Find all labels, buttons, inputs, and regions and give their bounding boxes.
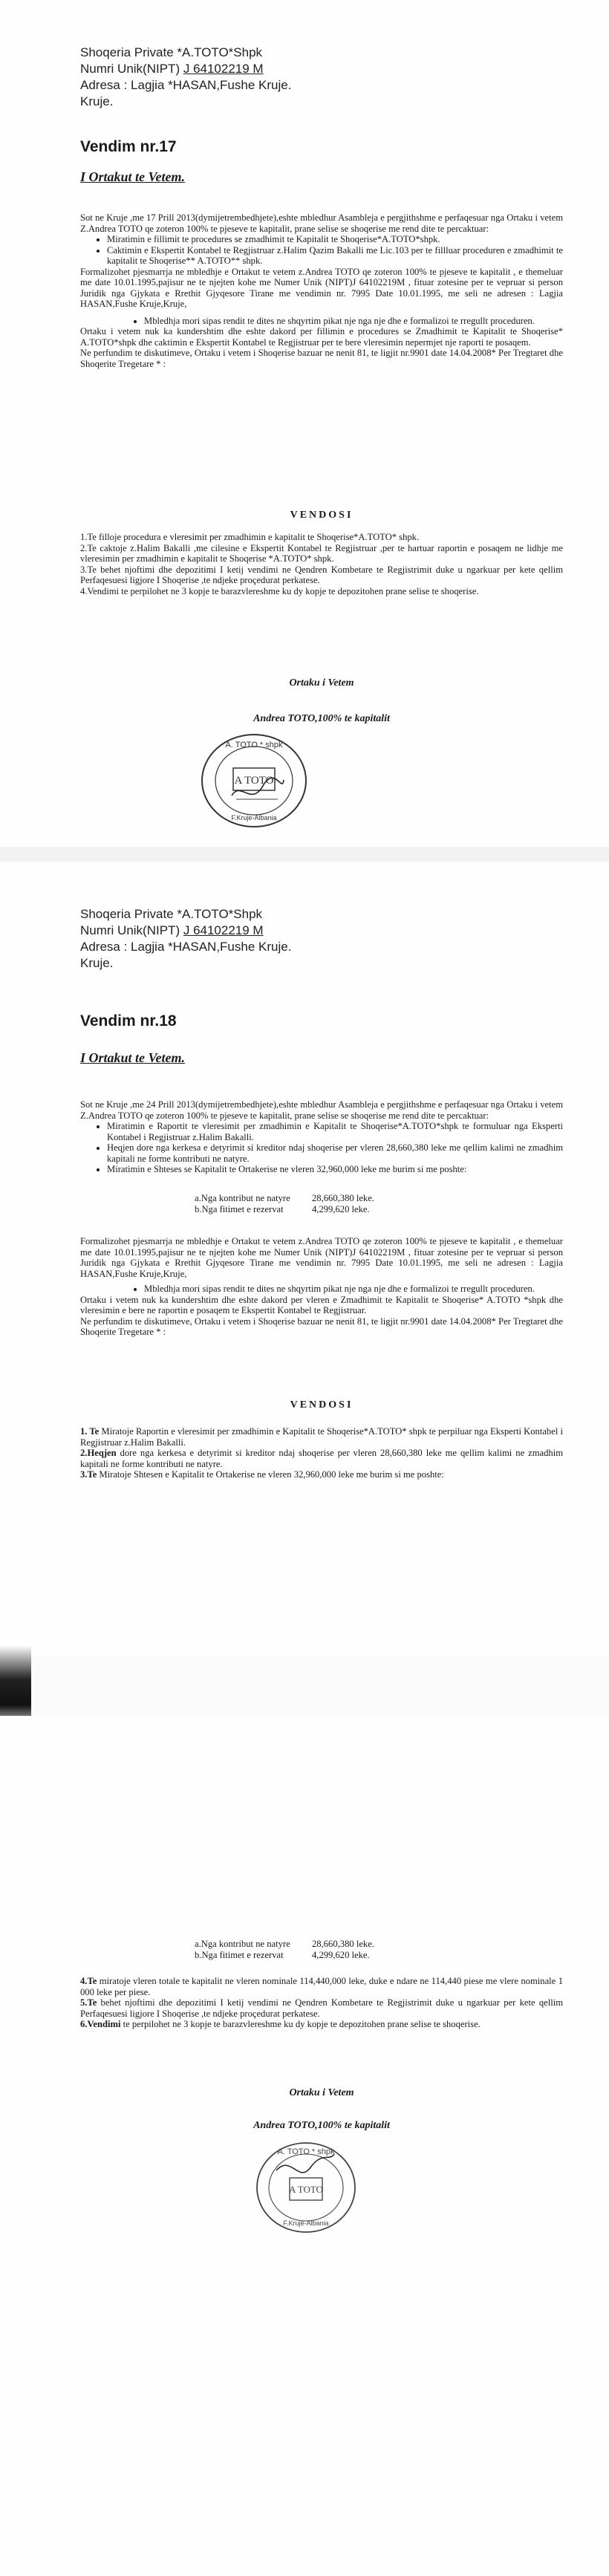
procedure-list bbox=[80, 1284, 563, 1295]
nipt-value: J 64102219 M bbox=[183, 923, 264, 937]
company-stamp bbox=[247, 2132, 365, 2243]
vendosi-heading: VENDOSI bbox=[290, 1399, 354, 1411]
page-gap bbox=[0, 847, 609, 862]
page-vendim-18-continued bbox=[0, 1716, 609, 2576]
signature-title: Ortaku i Vetem bbox=[289, 677, 354, 689]
company-city: Kruje. bbox=[80, 94, 114, 108]
agenda-list bbox=[80, 234, 563, 267]
company-address: Adresa : Lagjia *HASAN,Fushe Kruje. bbox=[80, 78, 292, 92]
company-name: Shoqeria Private *A.TOTO*Shpk bbox=[80, 907, 263, 921]
decision-item: 1.Te filloje procedura e vleresimit per zmadhimin e kapitalit te Shoqerise*A.TOTO* shpk. bbox=[80, 532, 420, 542]
signature-title: Ortaku i Vetem bbox=[289, 2087, 354, 2098]
company-city: Kruje. bbox=[80, 956, 114, 970]
decision-item: 4.Te miratoje vleren totale te kapitalit ne vleren nominale 114,440,000 leke, duke e ndare ne 114,440 piese me vlere nominale 1 000 leke per piese. bbox=[80, 1976, 563, 1997]
conclusion-paragraph: Ne perfundim te diskutimeve, Ortaku i vetem i Shoqerise bazuar ne nenit 81, te ligjit nr.9901 date 14.04.2008* Per Tregtaret dhe Shoqerite Tregetare * : bbox=[80, 348, 563, 369]
decisions-list-continued bbox=[80, 1976, 563, 2030]
company-nipt: Numri Unik(NIPT) J 64102219 M bbox=[80, 62, 264, 76]
conclusion-paragraph: Ne perfundim te diskutimeve, Ortaku i vetem i Shoqerise bazuar ne nenit 81, te ligjit nr.9901 date 14.04.2008* Per Tregtaret dhe Shoqerite Tregetare * : bbox=[80, 1315, 563, 1337]
capital-sources bbox=[195, 1939, 374, 1961]
signature-scribble bbox=[276, 2154, 334, 2173]
stamp-ring-text: A. TOTO * shpk bbox=[277, 2147, 335, 2156]
company-name: Shoqeria Private *A.TOTO*Shpk bbox=[80, 45, 263, 59]
formalization-paragraph: Formalizohet pjesmarrja ne mbledhje e Ortakut te vetem z.Andrea TOTO qe zoteron 100% te pjeseve te kapitalit , e themeluar me date 10.01.1995,pajisur ne te njejten kohe me Numer Unik (NIPT)J 64102219M , fituar zotesine per te vepruar si person Juridik nga Gjykata e Rrethit Gjyqesore Tirane me vendimin nr. 7995 Date 10.01.1995, me seli ne adresen : Lagjia HASAN,Fushe Kruje,Kruje, bbox=[80, 1236, 563, 1279]
decision-item: 3.Te behet njoftimi dhe depozitimi I ketij vendimi ne Qendren Kombetare te Regjistrimit duke u ngarkuar per kete qellim Perfaqesuesi ligjore I Shoqerise ,te ndjeke proçedurat perkatese. bbox=[80, 564, 563, 585]
decision-body bbox=[80, 1099, 563, 1175]
intro-paragraph: Sot ne Kruje ,me 24 Prill 2013(dymijetrembedhjete),eshte mbledhur Asambleja e pergjithshme e perfaqesuar nga Ortaku i vetem Z.Andrea TOTO qe zoteron 100% te pjeseve te kapitalit, prane selise se shoqerise me rend dite te percaktuar: bbox=[80, 1099, 563, 1121]
page-vendim-18 bbox=[0, 862, 609, 1656]
source-in-kind: a.Nga kontribut ne natyre 28,660,380 leke. bbox=[195, 1939, 374, 1949]
agenda-item: • Miratimin e Shteses se Kapitalit te Ortakerise ne vleren 32,960,000 leke me burim si me poshte: bbox=[107, 1164, 563, 1175]
page-gap bbox=[0, 1656, 609, 1716]
source-profits: b.Nga fitimet e rezervat 4,299,620 leke. bbox=[195, 1950, 370, 1960]
decision-item: 5.Te behet njoftimi dhe depozitimi I ketij vendimi ne Qendren Kombetare te Regjistrimit duke u ngarkuar per kete qellim Perfaqesuesi ligjore I Shoqerise ,te ndjeke proçedurat perkatese. bbox=[80, 1997, 563, 2019]
page-vendim-17 bbox=[0, 0, 609, 847]
agenda-item: • Miratimin e Raportit te vleresimit per zmadhimin e Kapitalit te Shoqerise*A.TOTO*shpk te formuluar nga Eksperti Kontabel i Regjistruar z.Halim Bakalli. bbox=[107, 1121, 563, 1142]
company-address: Adresa : Lagjia *HASAN,Fushe Kruje. bbox=[80, 940, 292, 954]
decision-item: 4.Vendimi te perpilohet ne 3 kopje te barazvlereshme ku dy kopje te depozitohen prane selise te shoqerise. bbox=[80, 585, 479, 596]
formalization-paragraph: Formalizohet pjesmarrja ne mbledhje e Ortakut te vetem z.Andrea TOTO qe zoteron 100% te pjeseve te kapitalit , e themeluar me date 10.01.1995,pajisur ne te njejten kohe me Numer Unik (NIPT)J 64102219M , fituar zotesine per te vepruar si person Juridik nga Gjykata e Rrethit Gjyqesore Tirane me vendimin nr. 7995 Date 10.01.1995, me seli ne adresen : Lagjia HASAN,Fushe Kruje,Kruje, bbox=[80, 266, 563, 309]
company-nipt: Numri Unik(NIPT) J 64102219 M bbox=[80, 923, 264, 937]
agenda-item: • Miratimin e fillimit te procedures se zmadhimit te Kapitalit te Shoqerise*A.TOTO*shpk. bbox=[107, 234, 563, 245]
signature-name: Andrea TOTO,100% te kapitalit bbox=[253, 713, 390, 724]
decision-title: Vendim nr.17 bbox=[80, 138, 177, 155]
decision-item: 2.Heqjen dore nga kerkesa e detyrimit si kreditor ndaj shoqerise per vleren 28,660,380 leke me qellim kalimi ne zmadhim kapitali ne forme kontributi ne natyre. bbox=[80, 1448, 563, 1469]
decision-subtitle: I Ortakut te Vetem. bbox=[80, 169, 186, 184]
company-header bbox=[80, 906, 291, 972]
stamp-center-text: A TOTO bbox=[289, 2184, 323, 2195]
capital-sources bbox=[195, 1193, 374, 1215]
source-in-kind: a.Nga kontribut ne natyre 28,660,380 leke. bbox=[195, 1193, 374, 1203]
stamp-center-text: A TOTO bbox=[234, 775, 274, 787]
procedure-list bbox=[80, 316, 563, 327]
agenda-list bbox=[80, 1121, 563, 1175]
procedure-item: • Mbledhja mori sipas rendit te dites ne shqyrtim pikat nje nga nje dhe e formalizoi te rregullt proceduren. bbox=[144, 316, 563, 327]
decision-item: 2.Te caktoje z.Halim Bakalli ,me cilesine e Ekspertit Kontabel te Regjistruar ,per te hartuar raportin e posaqem ne lidhje me vleresimin per zmadhimin e kapitalit te Shoqerise *A.TOTO* shpk. bbox=[80, 542, 563, 564]
decisions-list bbox=[80, 1426, 563, 1480]
decisions-list bbox=[80, 532, 563, 596]
company-header bbox=[80, 45, 291, 110]
company-stamp bbox=[195, 725, 313, 836]
agreement-paragraph: Ortaku i vetem nuk ka kundershtim dhe eshte dakord per fillimin e procedures se Zmadhimit te Kapitalit te Shoqerise* A.TOTO*shpk dhe caktimin e Ekspertit Kontabel te Regjistruar per te bere vleresimin nepermjet nje raporti te posaqem. bbox=[80, 326, 563, 348]
source-profits: b.Nga fitimet e rezervat 4,299,620 leke. bbox=[195, 1204, 370, 1214]
stamp-bottom-text: F.Kruje-Albania bbox=[283, 2219, 329, 2227]
stamp-ring-text: A. TOTO * shpk bbox=[225, 741, 283, 749]
decision-item: 3.Te Miratoje Shtesen e Kapitalit te Ortakerise ne vleren 32,960,000 leke me burim si me poshte: bbox=[80, 1469, 444, 1480]
decision-subtitle: I Ortakut te Vetem. bbox=[80, 1050, 186, 1065]
nipt-value: J 64102219 M bbox=[183, 62, 264, 76]
agreement-paragraph: Ortaku i vetem nuk ka kundershtim dhe eshte dakord per vleren e Zmadhimit te Kapitalit te Shoqerise* A.TOTO *shpk dhe vleresimin e bere ne raportin e posaqem te Ekspertit Kontabel te Regjistruar. bbox=[80, 1294, 563, 1315]
intro-paragraph: Sot ne Kruje ,me 17 Prill 2013(dymijetrembedhjete),eshte mbledhur Asambleja e pergjithshme e perfaqesuar nga Ortaku i vetem Z.Andrea TOTO qe zoteron 100% te pjeseve te kapitalit, prane selise se shoqerise me rend dite te percaktuar: bbox=[80, 212, 563, 234]
decision-body bbox=[80, 212, 563, 369]
agenda-item: • Caktimin e Ekspertit Kontabel te Regjistruar z.Halim Qazim Bakalli me Lic.103 per te fillluar proceduren e zmadhimit te kapitalit te Shoqerise** A.TOTO** shpk. bbox=[107, 245, 563, 267]
decision-body-2 bbox=[80, 1236, 563, 1338]
vendosi-heading: VENDOSI bbox=[290, 510, 354, 521]
stamp-bottom-text: F.Kruje-Albania bbox=[231, 814, 277, 822]
agenda-item: • Heqjen dore nga kerkesa e detyrimit si kreditor ndaj shoqerise per vleren 28,660,380 leke me qellim kalimi ne zmadhim kapitali ne forme kontributi ne natyre. bbox=[107, 1142, 563, 1164]
decision-item: 1. Te Miratoje Raportin e vleresimit per zmadhimin e Kapitalit te Shoqerise*A.TOTO* shpk te perpiluar nga Eksperti Kontabel i Regjistruar z.Halim Bakalli. bbox=[80, 1426, 563, 1448]
signature-name: Andrea TOTO,100% te kapitalit bbox=[253, 2120, 390, 2131]
procedure-item: • Mbledhja mori sipas rendit te dites ne shqyrtim pikat nje nga nje dhe e formalizoi te rregullt proceduren. bbox=[144, 1284, 563, 1295]
decision-item: 6.Vendimi te perpilohet ne 3 kopje te barazvlereshme ku dy kopje te depozitohen prane selise te shoqerise. bbox=[80, 2019, 481, 2029]
decision-title: Vendim nr.18 bbox=[80, 1012, 177, 1030]
